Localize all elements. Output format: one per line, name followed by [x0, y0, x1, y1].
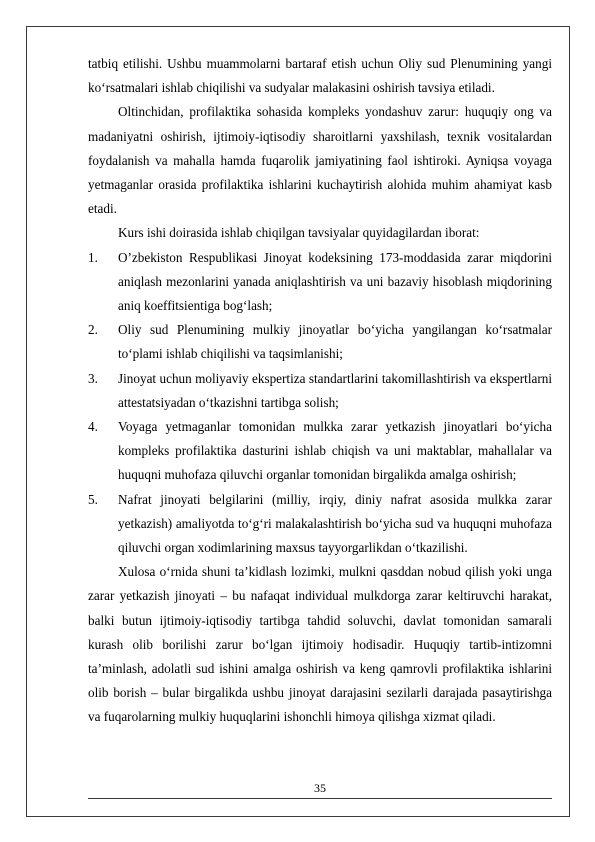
list-item-text: Jinoyat uchun moliyaviy ekspertiza standartlarini takomillashtirish va ekspertlarni attestatsiyadan o‘tkazishni tartibga solish;	[118, 370, 552, 410]
recommendations-list	[88, 246, 552, 561]
paragraph-recommendations-intro: Kurs ishi doirasida ishlab chiqilgan tavsiyalar quyidagilardan iborat:	[118, 225, 480, 241]
list-item-number: 3.	[88, 370, 98, 386]
list-item	[88, 415, 552, 488]
list-item-number: 2.	[88, 322, 98, 338]
list-item-number: 1.	[88, 249, 98, 265]
list-item	[88, 367, 552, 415]
list-item	[88, 246, 552, 319]
document-body	[88, 52, 552, 730]
list-item-text: Oliy sud Plenumining mulkiy jinoyatlar bo‘yicha yangilangan ko‘rsatmalar to‘plami ishlab chiqilishi va taqsimlanishi;	[118, 322, 552, 362]
paragraph-conclusion: Xulosa o‘rnida shuni ta’kidlash lozimki, mulkni qasddan nobud qilish yoki unga zarar yetkazish jinoyati – bu nafaqat individual mulkdorga zarar keltiruvchi harakat, balki butun ijtimoiy-iqtisodiy tartibga tahdid soluvchi, davlat tomonidan samarali kurash olib borilishi zarur bo‘lgan ijtimoiy hodisadir. Huquqiy tartib-intizomni ta’minlash, adolatli sud ishini amalga oshirish va keng qamrovli profilaktika ishlarini olib borish – bular birgalikda ushbu jinoyat darajasini sezilarli darajada pasaytirishga va fuqarolarning mulkiy huquqlarini ishonchli himoya qilishga xizmat qiladi.	[88, 564, 552, 725]
list-item-number: 5.	[88, 491, 98, 507]
list-item-text: Voyaga yetmaganlar tomonidan mulkka zarar yetkazish jinoyatlari bo‘yicha kompleks profilaktika dasturini ishlab chiqish va uni maktablar, mahallalar va huquqni muhofaza qiluvchi organlar tomonidan birgalikda amalga oshirish;	[118, 419, 552, 483]
paragraph-sixth-point: Oltinchidan, profilaktika sohasida kompleks yondashuv zarur: huquqiy ong va madaniyatni oshirish, ijtimoiy-iqtisodiy sharoitlarni yaxshilash, texnik vositalardan foydalanish va mahalla hamda fuqarolik jamiyatining faol ishtiroki. Ayniqsa voyaga yetmaganlar orasida profilaktika ishlarini kuchaytirish alohida muhim ahamiyat kasb etadi.	[88, 104, 552, 217]
list-item-number: 4.	[88, 419, 98, 435]
list-item	[88, 488, 552, 561]
paragraph-continuation: tatbiq etilishi. Ushbu muammolarni bartaraf etish uchun Oliy sud Plenumining yangi ko‘rsatmalari ishlab chiqilishi va sudyalar malakasini oshirish tavsiya etiladi.	[88, 56, 552, 96]
footer-divider	[88, 798, 552, 799]
list-item	[88, 318, 552, 366]
list-item-text: Nafrat jinoyati belgilarini (milliy, irqiy, diniy nafrat asosida mulkka zarar yetkazish) amaliyotda to‘g‘ri malakalashtirish bo‘yicha sud va huquqni muhofaza qiluvchi organ xodimlarining maxsus tayyorgarlikdan o‘tkazilishi.	[118, 491, 552, 556]
page-number: 35	[314, 781, 326, 795]
list-item-text: O’zbekiston Respublikasi Jinoyat kodeksining 173-moddasida zarar miqdorini aniqlash mezonlarini yanada aniqlashtirish va uni bazaviy hisoblash miqdorining aniq koeffitsientiga bog‘lash;	[118, 249, 552, 314]
